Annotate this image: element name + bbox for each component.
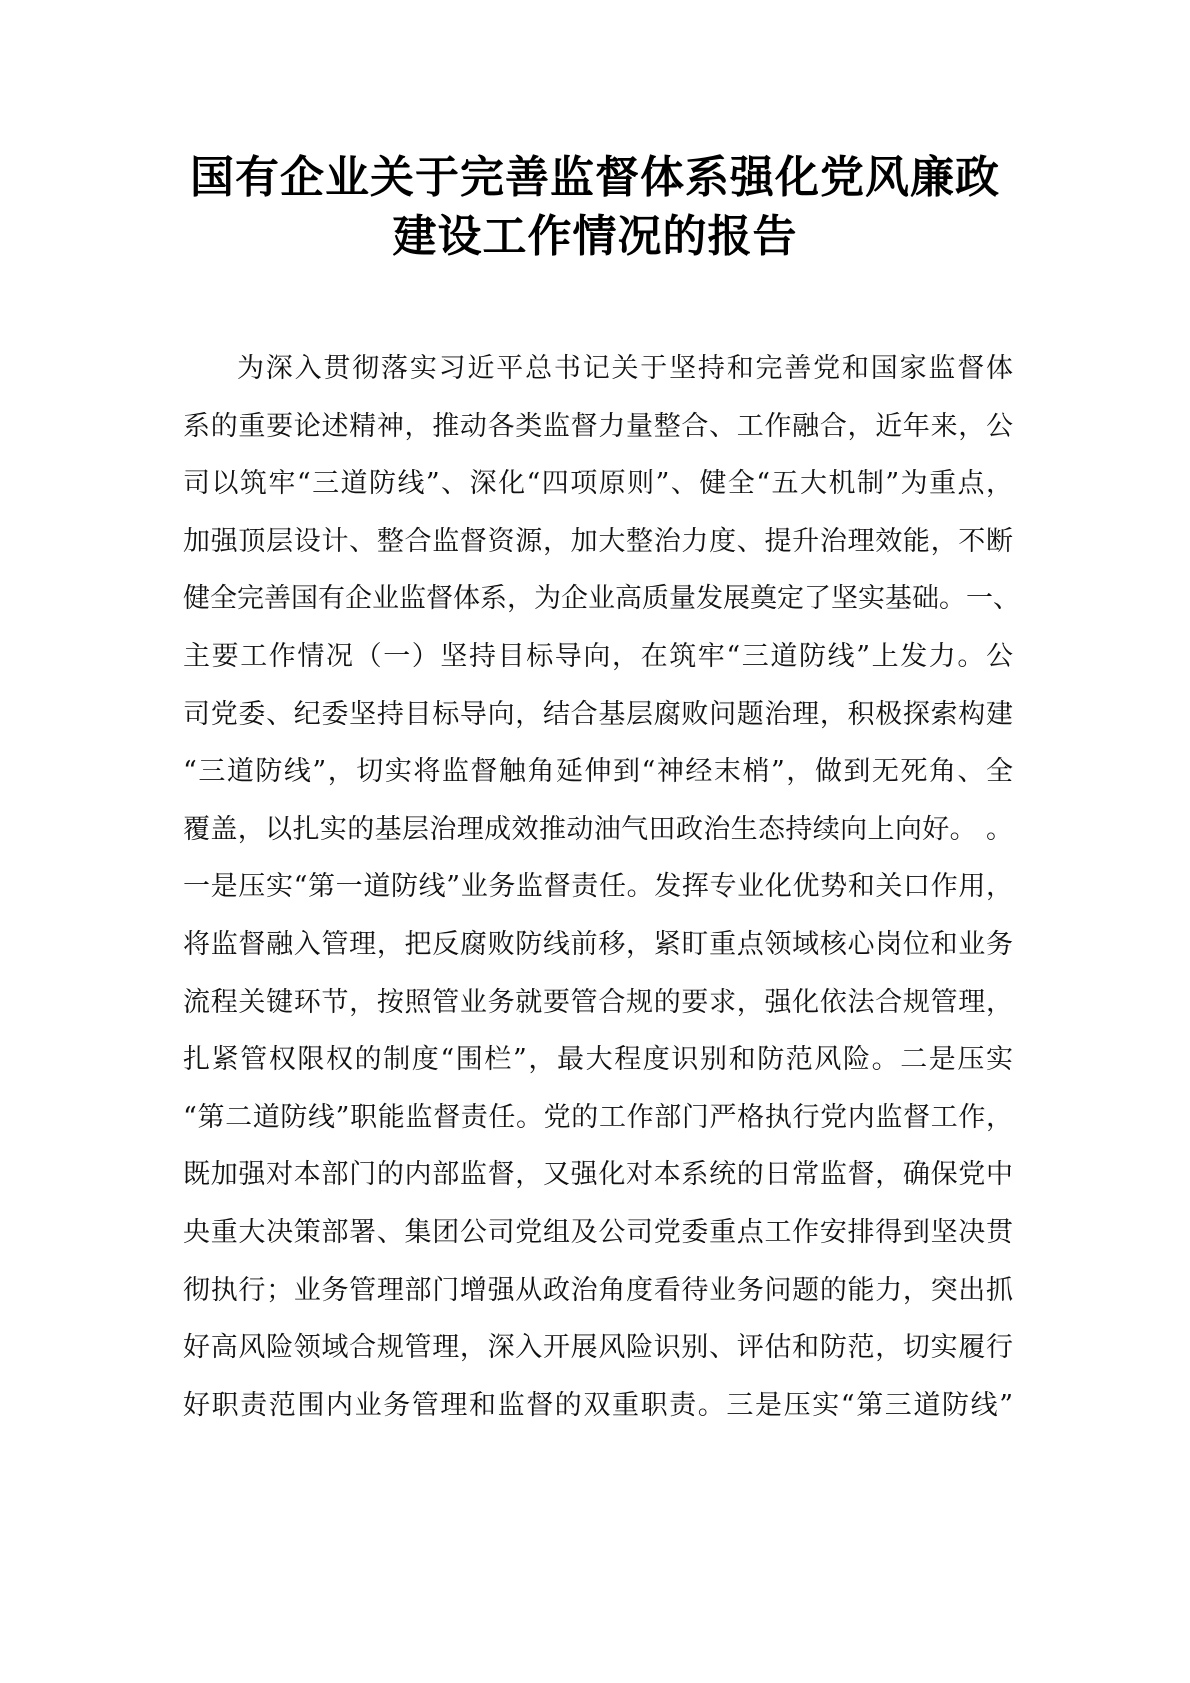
- body-line-14: “第二道防线”职能监督责任。党的工作部门严格执行党内监督工作，: [183, 1101, 1013, 1133]
- body-line-19: 好职责范围内业务管理和监督的双重职责。三是压实“第三道防线”: [183, 1389, 1013, 1421]
- document-title: [150, 148, 1040, 266]
- body-line-6: 主要工作情况（一）坚持目标导向，在筑牢“三道防线”上发力。公: [183, 640, 1013, 672]
- body-line-3: 司以筑牢“三道防线”、深化“四项原则”、健全“五大机制”为重点，: [183, 468, 1013, 500]
- body-line-17: 彻执行；业务管理部门增强从政治角度看待业务问题的能力，突出抓: [183, 1274, 1013, 1306]
- body-line-5: 健全完善国有企业监督体系，为企业高质量发展奠定了坚实基础。一、: [183, 583, 1020, 615]
- body-line-7: 司党委、纪委坚持目标导向，结合基层腐败问题治理，积极探索构建: [183, 698, 1013, 730]
- body-line-18: 好高风险领域合规管理，深入开展风险识别、评估和防范，切实履行: [183, 1332, 1013, 1364]
- body-line-10: 一是压实“第一道防线”业务监督责任。发挥专业化优势和关口作用，: [183, 871, 1013, 903]
- document-body: [183, 340, 1020, 1434]
- body-line-13: 扎紧管权限权的制度“围栏”，最大程度识别和防范风险。二是压实: [183, 1044, 1013, 1076]
- body-line-9: 覆盖，以扎实的基层治理成效推动油气田政治生态持续向上向好。 。: [183, 813, 1013, 845]
- body-line-16: 央重大决策部署、集团公司党组及公司党委重点工作安排得到坚决贯: [183, 1216, 1013, 1248]
- body-line-2: 系的重要论述精神，推动各类监督力量整合、工作融合，近年来，公: [183, 410, 1013, 442]
- body-line-1: 为深入贯彻落实习近平总书记关于坚持和完善党和国家监督体: [237, 353, 1013, 384]
- body-line-12: 流程关键环节，按照管业务就要管合规的要求，强化依法合规管理，: [183, 986, 1013, 1018]
- title-line-1: 国有企业关于完善监督体系强化党风廉政: [190, 152, 1000, 203]
- body-line-8: “三道防线”，切实将监督触角延伸到“神经末梢”，做到无死角、全: [183, 756, 1013, 788]
- body-line-4: 加强顶层设计、整合监督资源，加大整治力度、提升治理效能，不断: [183, 525, 1013, 557]
- body-line-15: 既加强对本部门的内部监督，又强化对本系统的日常监督，确保党中: [183, 1159, 1013, 1191]
- body-line-11: 将监督融入管理，把反腐败防线前移，紧盯重点领域核心岗位和业务: [183, 928, 1013, 960]
- title-line-2: 建设工作情况的报告: [392, 211, 798, 262]
